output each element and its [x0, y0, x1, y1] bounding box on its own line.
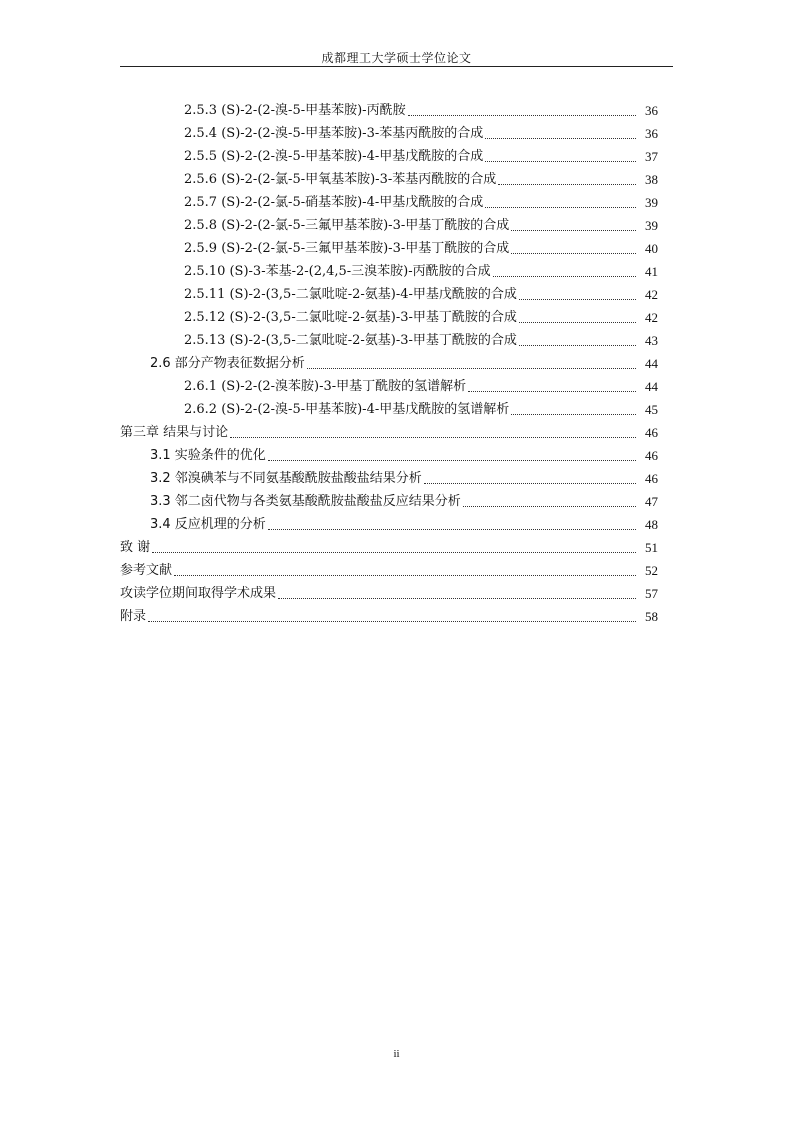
toc-entry-page: 44: [645, 379, 658, 394]
toc-entry-page: 57: [645, 586, 658, 601]
dot-leader: [519, 345, 636, 346]
header-rule: [120, 66, 673, 67]
toc-entry-title: 2.5.13 (S)-2-(3,5-二氯吡啶-2-氨基)-3-甲基丁酰胺的合成: [184, 333, 517, 348]
dot-leader: [519, 299, 636, 300]
toc-entry[interactable]: [120, 580, 658, 603]
toc-entry-page: 37: [645, 149, 658, 164]
toc-entry-page: 39: [645, 218, 658, 233]
toc-entry[interactable]: [120, 327, 658, 350]
toc-entry[interactable]: [120, 350, 658, 373]
toc-entry-title: 2.6.1 (S)-2-(2-溴苯胺)-3-甲基丁酰胺的氢谱解析: [184, 379, 467, 394]
toc-entry-title: 2.5.4 (S)-2-(2-溴-5-甲基苯胺)-3-苯基丙酰胺的合成: [184, 126, 484, 141]
toc-entry-page: 47: [645, 494, 658, 509]
toc-entry-page: 39: [645, 195, 658, 210]
dot-leader: [152, 552, 636, 553]
toc-entry-page: 42: [645, 310, 658, 325]
toc-entry-title: 2.6 部分产物表征数据分析: [150, 356, 305, 371]
toc-entry-title: 2.5.9 (S)-2-(2-氯-5-三氟甲基苯胺)-3-甲基丁酰胺的合成: [184, 241, 510, 256]
dot-leader: [519, 322, 636, 323]
toc-entry-page: 43: [645, 333, 658, 348]
toc-entry-title: 2.5.6 (S)-2-(2-氯-5-甲氧基苯胺)-3-苯基丙酰胺的合成: [184, 172, 497, 187]
toc-entry-page: 45: [645, 402, 658, 417]
dot-leader: [511, 253, 636, 254]
toc-entry[interactable]: [120, 419, 658, 442]
toc-entry-page: 46: [645, 471, 658, 486]
dot-leader: [424, 483, 636, 484]
toc-entry-title: 2.5.5 (S)-2-(2-溴-5-甲基苯胺)-4-甲基戊酰胺的合成: [184, 149, 484, 164]
toc-entry[interactable]: [120, 534, 658, 557]
toc-entry-page: 44: [645, 356, 658, 371]
dot-leader: [498, 184, 636, 185]
toc-entry[interactable]: [120, 258, 658, 281]
dot-leader: [485, 138, 636, 139]
toc-entry[interactable]: [120, 189, 658, 212]
toc-entry-page: 36: [645, 126, 658, 141]
toc-entry-title: 2.5.8 (S)-2-(2-氯-5-三氟甲基苯胺)-3-甲基丁酰胺的合成: [184, 218, 510, 233]
dot-leader: [493, 276, 636, 277]
toc-entry-title: 2.5.10 (S)-3-苯基-2-(2,4,5-三溴苯胺)-丙酰胺的合成: [184, 264, 491, 279]
toc-entry-title: 3.2 邻溴碘苯与不同氨基酸酰胺盐酸盐结果分析: [150, 471, 422, 486]
toc-entry[interactable]: [120, 281, 658, 304]
toc-entry-title: 参考文献: [120, 563, 173, 578]
toc-entry[interactable]: [120, 143, 658, 166]
toc-entry-page: 58: [645, 609, 658, 624]
dot-leader: [485, 207, 636, 208]
toc-entry-title: 3.4 反应机理的分析: [150, 517, 266, 532]
dot-leader: [307, 368, 636, 369]
toc-entry-title: 3.1 实验条件的优化: [150, 448, 266, 463]
toc-entry[interactable]: [120, 557, 658, 580]
toc-entry-title: 第三章 结果与讨论: [120, 425, 229, 440]
dot-leader: [408, 115, 636, 116]
dot-leader: [485, 161, 636, 162]
toc-entry-page: 41: [645, 264, 658, 279]
toc-entry[interactable]: [120, 603, 658, 626]
toc-entry-title: 2.5.12 (S)-2-(3,5-二氯吡啶-2-氨基)-3-甲基丁酰胺的合成: [184, 310, 517, 325]
toc-entry[interactable]: [120, 97, 658, 120]
toc-entry-title: 2.5.3 (S)-2-(2-溴-5-甲基苯胺)-丙酰胺: [184, 103, 406, 118]
toc-entry-page: 36: [645, 103, 658, 118]
toc-entry-title: 附录: [120, 609, 147, 624]
dot-leader: [230, 437, 636, 438]
table-of-contents: [120, 97, 658, 626]
dot-leader: [463, 506, 636, 507]
toc-entry-page: 52: [645, 563, 658, 578]
toc-entry-title: 2.5.7 (S)-2-(2-氯-5-硝基苯胺)-4-甲基戊酰胺的合成: [184, 195, 484, 210]
dot-leader: [148, 621, 636, 622]
page-number: ii: [393, 1048, 400, 1060]
running-header: 成都理工大学硕士学位论文: [321, 51, 472, 65]
toc-entry-page: 48: [645, 517, 658, 532]
toc-entry-title: 3.3 邻二卤代物与各类氨基酸酰胺盐酸盐反应结果分析: [150, 494, 461, 509]
dot-leader: [511, 414, 636, 415]
dot-leader: [278, 598, 636, 599]
toc-entry-page: 46: [645, 448, 658, 463]
toc-entry[interactable]: [120, 511, 658, 534]
toc-entry[interactable]: [120, 396, 658, 419]
toc-entry-title: 2.5.11 (S)-2-(3,5-二氯吡啶-2-氨基)-4-甲基戊酰胺的合成: [184, 287, 517, 302]
dot-leader: [268, 529, 636, 530]
toc-entry[interactable]: [120, 120, 658, 143]
toc-entry[interactable]: [120, 373, 658, 396]
toc-entry-page: 51: [645, 540, 658, 555]
toc-entry[interactable]: [120, 465, 658, 488]
toc-entry-title: 2.6.2 (S)-2-(2-溴-5-甲基苯胺)-4-甲基戊酰胺的氢谱解析: [184, 402, 510, 417]
toc-entry[interactable]: [120, 488, 658, 511]
toc-entry[interactable]: [120, 235, 658, 258]
dot-leader: [174, 575, 636, 576]
toc-entry-page: 38: [645, 172, 658, 187]
dot-leader: [468, 391, 636, 392]
toc-entry-title: 致 谢: [120, 540, 151, 555]
toc-entry[interactable]: [120, 212, 658, 235]
toc-entry-page: 40: [645, 241, 658, 256]
toc-entry[interactable]: [120, 442, 658, 465]
toc-entry[interactable]: [120, 304, 658, 327]
dot-leader: [268, 460, 636, 461]
dot-leader: [511, 230, 636, 231]
toc-entry[interactable]: [120, 166, 658, 189]
toc-entry-page: 46: [645, 425, 658, 440]
toc-entry-page: 42: [645, 287, 658, 302]
toc-entry-title: 攻读学位期间取得学术成果: [120, 586, 277, 601]
